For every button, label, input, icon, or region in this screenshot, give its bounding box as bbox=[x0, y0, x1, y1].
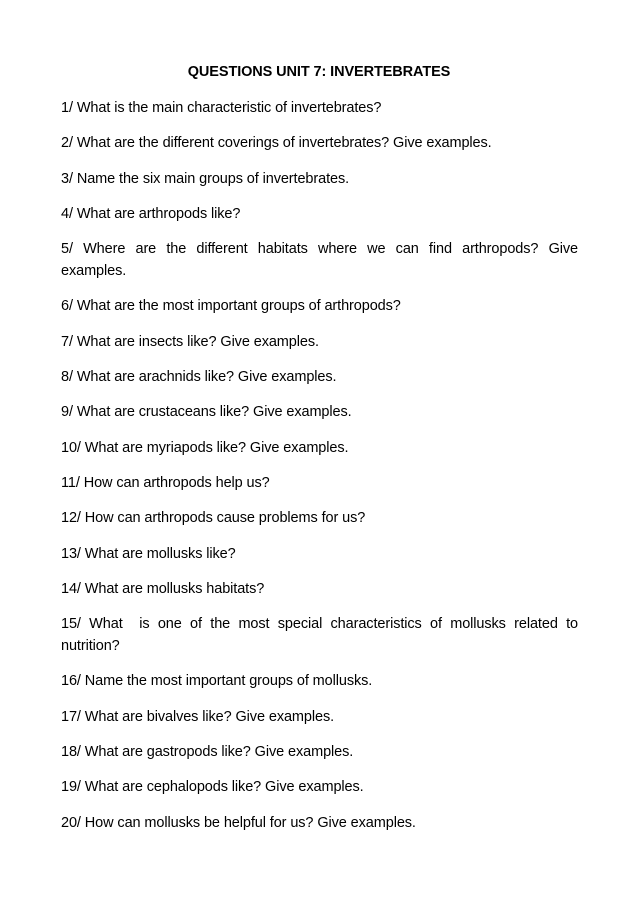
question-item bbox=[61, 776, 578, 798]
document-title: QUESTIONS UNIT 7: INVERTEBRATES bbox=[187, 64, 451, 80]
question-item bbox=[61, 132, 578, 154]
question-text: 3/ Name the six main groups of invertebrates. bbox=[61, 170, 350, 187]
question-text: 6/ What are the most important groups of arthropods? bbox=[61, 298, 401, 315]
question-text: 16/ Name the most important groups of mollusks. bbox=[61, 673, 373, 690]
question-item bbox=[61, 507, 578, 529]
question-text: 4/ What are arthropods like? bbox=[61, 205, 241, 222]
question-text: 13/ What are mollusks like? bbox=[61, 545, 236, 562]
question-item bbox=[61, 578, 578, 600]
question-text: 20/ How can mollusks be helpful for us? Give examples. bbox=[61, 814, 416, 831]
question-text: 14/ What are mollusks habitats? bbox=[61, 580, 265, 597]
question-text: 15/ What is one of the most special characteristics of mollusks related to nutrition? bbox=[61, 616, 582, 655]
question-text: 11/ How can arthropods help us? bbox=[61, 474, 270, 491]
question-text: 7/ What are insects like? Give examples. bbox=[61, 333, 319, 350]
question-list bbox=[61, 97, 582, 847]
question-item bbox=[61, 401, 578, 423]
question-item bbox=[61, 203, 578, 225]
question-text: 10/ What are myriapods like? Give examples. bbox=[61, 439, 349, 456]
question-text: 18/ What are gastropods like? Give examples. bbox=[61, 744, 354, 761]
question-item bbox=[61, 741, 578, 763]
question-item bbox=[61, 613, 582, 657]
question-text: 9/ What are crustaceans like? Give examples. bbox=[61, 404, 352, 421]
question-text: 17/ What are bivalves like? Give examples. bbox=[61, 708, 335, 725]
question-item bbox=[61, 97, 578, 119]
question-text: 1/ What is the main characteristic of invertebrates? bbox=[61, 100, 382, 116]
question-text: 2/ What are the different coverings of invertebrates? Give examples. bbox=[61, 135, 492, 152]
question-item bbox=[61, 706, 578, 728]
question-item bbox=[61, 295, 578, 317]
question-text: 8/ What are arachnids like? Give examples. bbox=[61, 369, 337, 386]
question-item bbox=[61, 543, 578, 565]
question-item bbox=[61, 366, 578, 388]
question-item bbox=[61, 331, 578, 353]
question-item bbox=[61, 812, 578, 834]
question-item bbox=[61, 238, 582, 282]
question-item bbox=[61, 168, 578, 190]
question-item bbox=[61, 670, 578, 692]
question-item bbox=[61, 472, 578, 494]
question-item bbox=[61, 437, 578, 459]
question-text: 12/ How can arthropods cause problems for us? bbox=[61, 510, 366, 527]
question-text: 19/ What are cephalopods like? Give examples. bbox=[61, 779, 364, 796]
question-text: 5/ Where are the different habitats where we can find arthropods? Give examples. bbox=[61, 241, 582, 280]
